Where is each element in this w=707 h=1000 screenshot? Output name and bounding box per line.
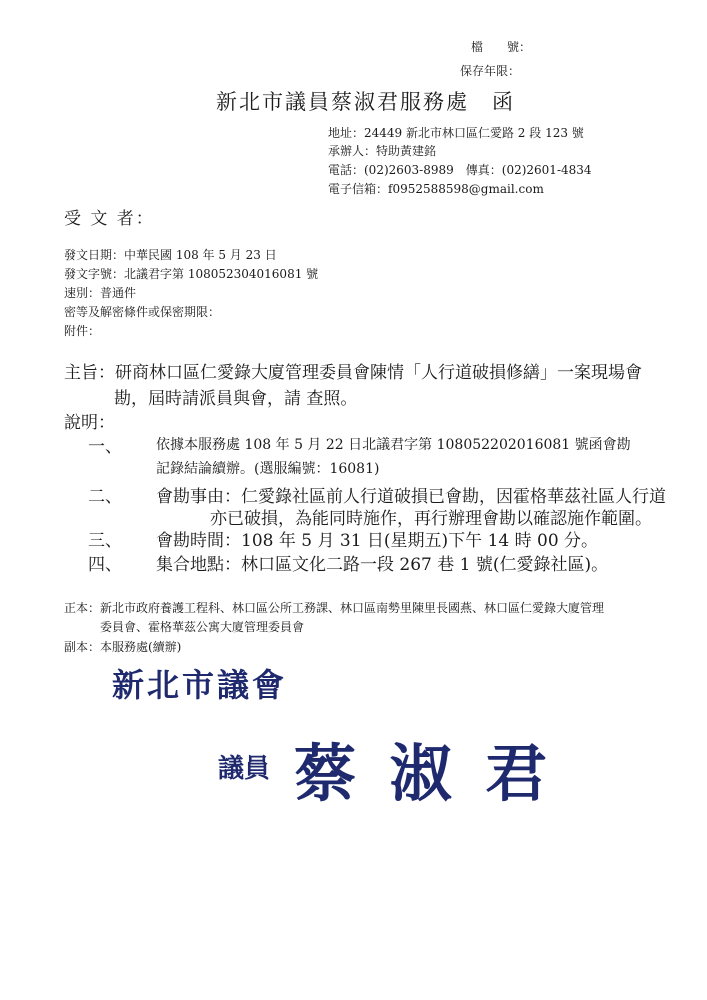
contact-address: 地址：24449 新北市林口區仁愛路 2 段 123 號: [328, 126, 584, 140]
explanation-item-text: 集合地點：林口區文化二路一段 267 巷 1 號(仁愛錄社區)。: [156, 555, 609, 575]
letter-title: 新北市議員蔡淑君服務處 函: [216, 90, 515, 114]
explanation-item-text: 會勘事由：仁愛錄社區前人行道破損已會勘，因霍格華茲社區人行道: [156, 487, 666, 507]
explanation-label: 說明：: [64, 413, 115, 433]
distribution-main-cont: 委員會、霍格華茲公寓大廈管理委員會: [100, 620, 305, 634]
explanation-item-text: 會勘時間：108 年 5 月 31 日(星期五)下午 14 時 00 分。: [156, 531, 599, 551]
explanation-item-text-cont: 亦已破損，為能同時施作，再行辦理會勘以確認施作範圍。: [210, 509, 652, 529]
explanation-item-number: 三、: [88, 531, 122, 551]
document-number: 發文字號：北議君字第 108052304016081 號: [64, 267, 319, 281]
explanation-item-number: 二、: [88, 487, 122, 507]
council-stamp: 新北市議會: [112, 666, 288, 704]
secrecy-level: 密等及解密條件或保密期限：: [64, 305, 221, 319]
distribution-copy: 副本：本服務處(續辦): [64, 640, 182, 654]
explanation-item-text-cont: 記錄結論續辦。(選服編號：16081): [156, 461, 380, 477]
explanation-item-number: 一、: [88, 437, 122, 457]
retention-label: 保存年限：: [460, 64, 521, 78]
recipient-label: 受 文 者：: [64, 209, 155, 229]
attachment-label: 附件：: [64, 324, 101, 338]
explanation-item-text: 依據本服務處 108 年 5 月 22 日北議君字第 108052202016081 號函會勘: [156, 437, 631, 453]
delivery-speed: 速別：普通件: [64, 286, 137, 300]
councillor-title-stamp: 議員: [218, 754, 271, 784]
explanation-item-number: 四、: [88, 555, 122, 575]
contact-phone: 電話：(02)2603-8989 傳真：(02)2601-4834: [328, 163, 592, 177]
distribution-main: 正本：新北市政府養護工程科、林口區公所工務課、林口區南勢里陳里長國燕、林口區仁愛錄大廈管理: [64, 601, 605, 615]
issue-date: 發文日期：中華民國 108 年 5 月 23 日: [64, 248, 277, 262]
subject-line-1: 主旨：研商林口區仁愛錄大廈管理委員會陳情「人行道破損修繕」一案現場會: [64, 363, 642, 383]
subject-line-2: 勘，屆時請派員與會，請 查照。: [114, 389, 358, 409]
file-number-label: 檔 號：: [471, 40, 532, 54]
contact-handler: 承辦人：特助黃建銘: [328, 144, 437, 158]
contact-email: 電子信箱：f0952588598@gmail.com: [328, 182, 544, 196]
councillor-name-stamp: 蔡 淑 君: [294, 737, 554, 810]
